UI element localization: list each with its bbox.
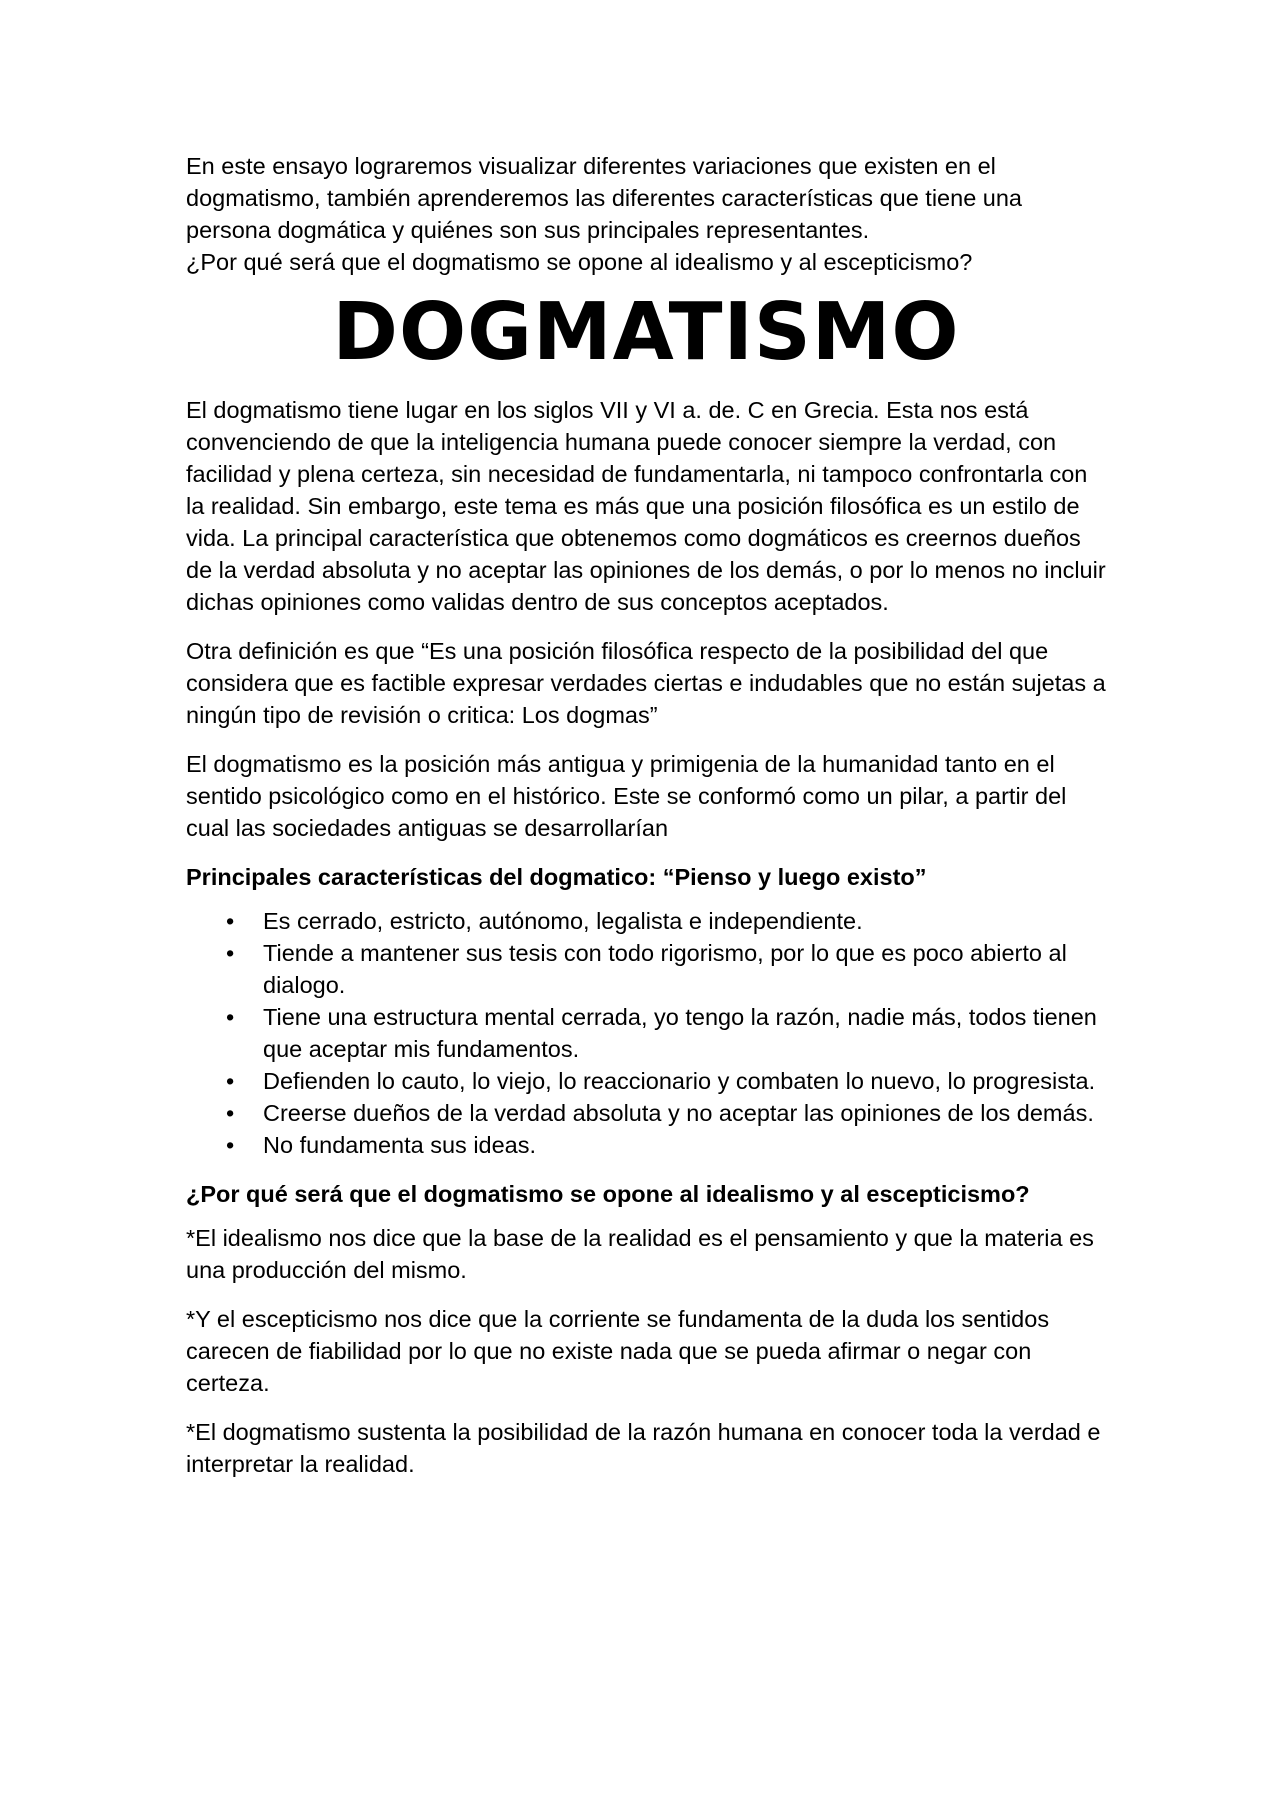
document-page (186, 150, 1106, 1497)
list-item-text: Creerse dueños de la verdad absoluta y no aceptar las opiniones de los demás. (263, 1100, 1094, 1126)
opposition-heading: ¿Por qué será que el dogmatismo se opone al idealismo y al escepticismo? (186, 1181, 1030, 1207)
list-item (186, 905, 1106, 937)
list-item (186, 937, 1106, 1001)
paragraph: *El dogmatismo sustenta la posibilidad de la razón humana en conocer toda la verdad e interpretar la realidad. (186, 1419, 1101, 1477)
paragraph: *Y el escepticismo nos dice que la corriente se fundamenta de la duda los sentidos carecen de fiabilidad por lo que no existe nada que se pueda afirmar o negar con certeza. (186, 1306, 1050, 1396)
paragraph: El dogmatismo tiene lugar en los siglos VII y VI a. de. C en Grecia. Esta nos está convenciendo de que la inteligencia humana puede conocer siempre la verdad, con facilidad y plena certeza, sin necesidad de fundamentarla, ni tampoco confrontarla con la realidad. Sin embargo, este tema es más que una posición filosófica es un estilo de vida. La principal característica que obtenemos como dogmáticos es creernos dueños de la verdad absoluta y no aceptar las opiniones de los demás, o por lo menos no incluir dichas opiniones como validas dentro de sus conceptos aceptados. (186, 397, 1106, 615)
list-item (186, 1129, 1106, 1161)
document-title: DOGMATISMO (332, 286, 960, 378)
list-item-text: Tiene una estructura mental cerrada, yo tengo la razón, nadie más, todos tienen que aceptar mis fundamentos. (263, 1004, 1097, 1062)
paragraph: El dogmatismo es la posición más antigua y primigenia de la humanidad tanto en el sentido psicológico como en el histórico. Este se conformó como un pilar, a partir del cual las sociedades antiguas se desarrollarían (186, 751, 1067, 841)
bullet-icon: • (226, 1004, 235, 1030)
list-item-text: Es cerrado, estricto, autónomo, legalista e independiente. (263, 908, 863, 934)
list-item (186, 1097, 1106, 1129)
paragraph: *El idealismo nos dice que la base de la realidad es el pensamiento y que la materia es una producción del mismo. (186, 1225, 1094, 1283)
list-item (186, 1001, 1106, 1065)
bullet-icon: • (226, 1068, 235, 1094)
bullet-icon: • (226, 908, 235, 934)
paragraph: Otra definición es que “Es una posición filosófica respecto de la posibilidad del que considera que es factible expresar verdades ciertas e indudables que no están sujetas a ningún tipo de revisión o critica: Los dogmas” (186, 638, 1106, 728)
bullet-icon: • (226, 1132, 235, 1158)
list-item (186, 1065, 1106, 1097)
bullet-icon: • (226, 940, 235, 966)
intro-paragraph: En este ensayo lograremos visualizar diferentes variaciones que existen en el dogmatismo, también aprenderemos las diferentes características que tiene una persona dogmática y quiénes son sus principales representantes. (186, 153, 1023, 243)
bullet-icon: • (226, 1100, 235, 1126)
list-item-text: No fundamenta sus ideas. (263, 1132, 537, 1158)
characteristics-heading: Principales características del dogmatico: “Pienso y luego existo” (186, 864, 927, 890)
list-item-text: Defienden lo cauto, lo viejo, lo reaccionario y combaten lo nuevo, lo progresista. (263, 1068, 1096, 1094)
list-item-text: Tiende a mantener sus tesis con todo rigorismo, por lo que es poco abierto al dialogo. (263, 940, 1067, 998)
intro-question: ¿Por qué será que el dogmatismo se opone al idealismo y al escepticismo? (186, 249, 973, 275)
characteristics-list (186, 905, 1106, 1161)
